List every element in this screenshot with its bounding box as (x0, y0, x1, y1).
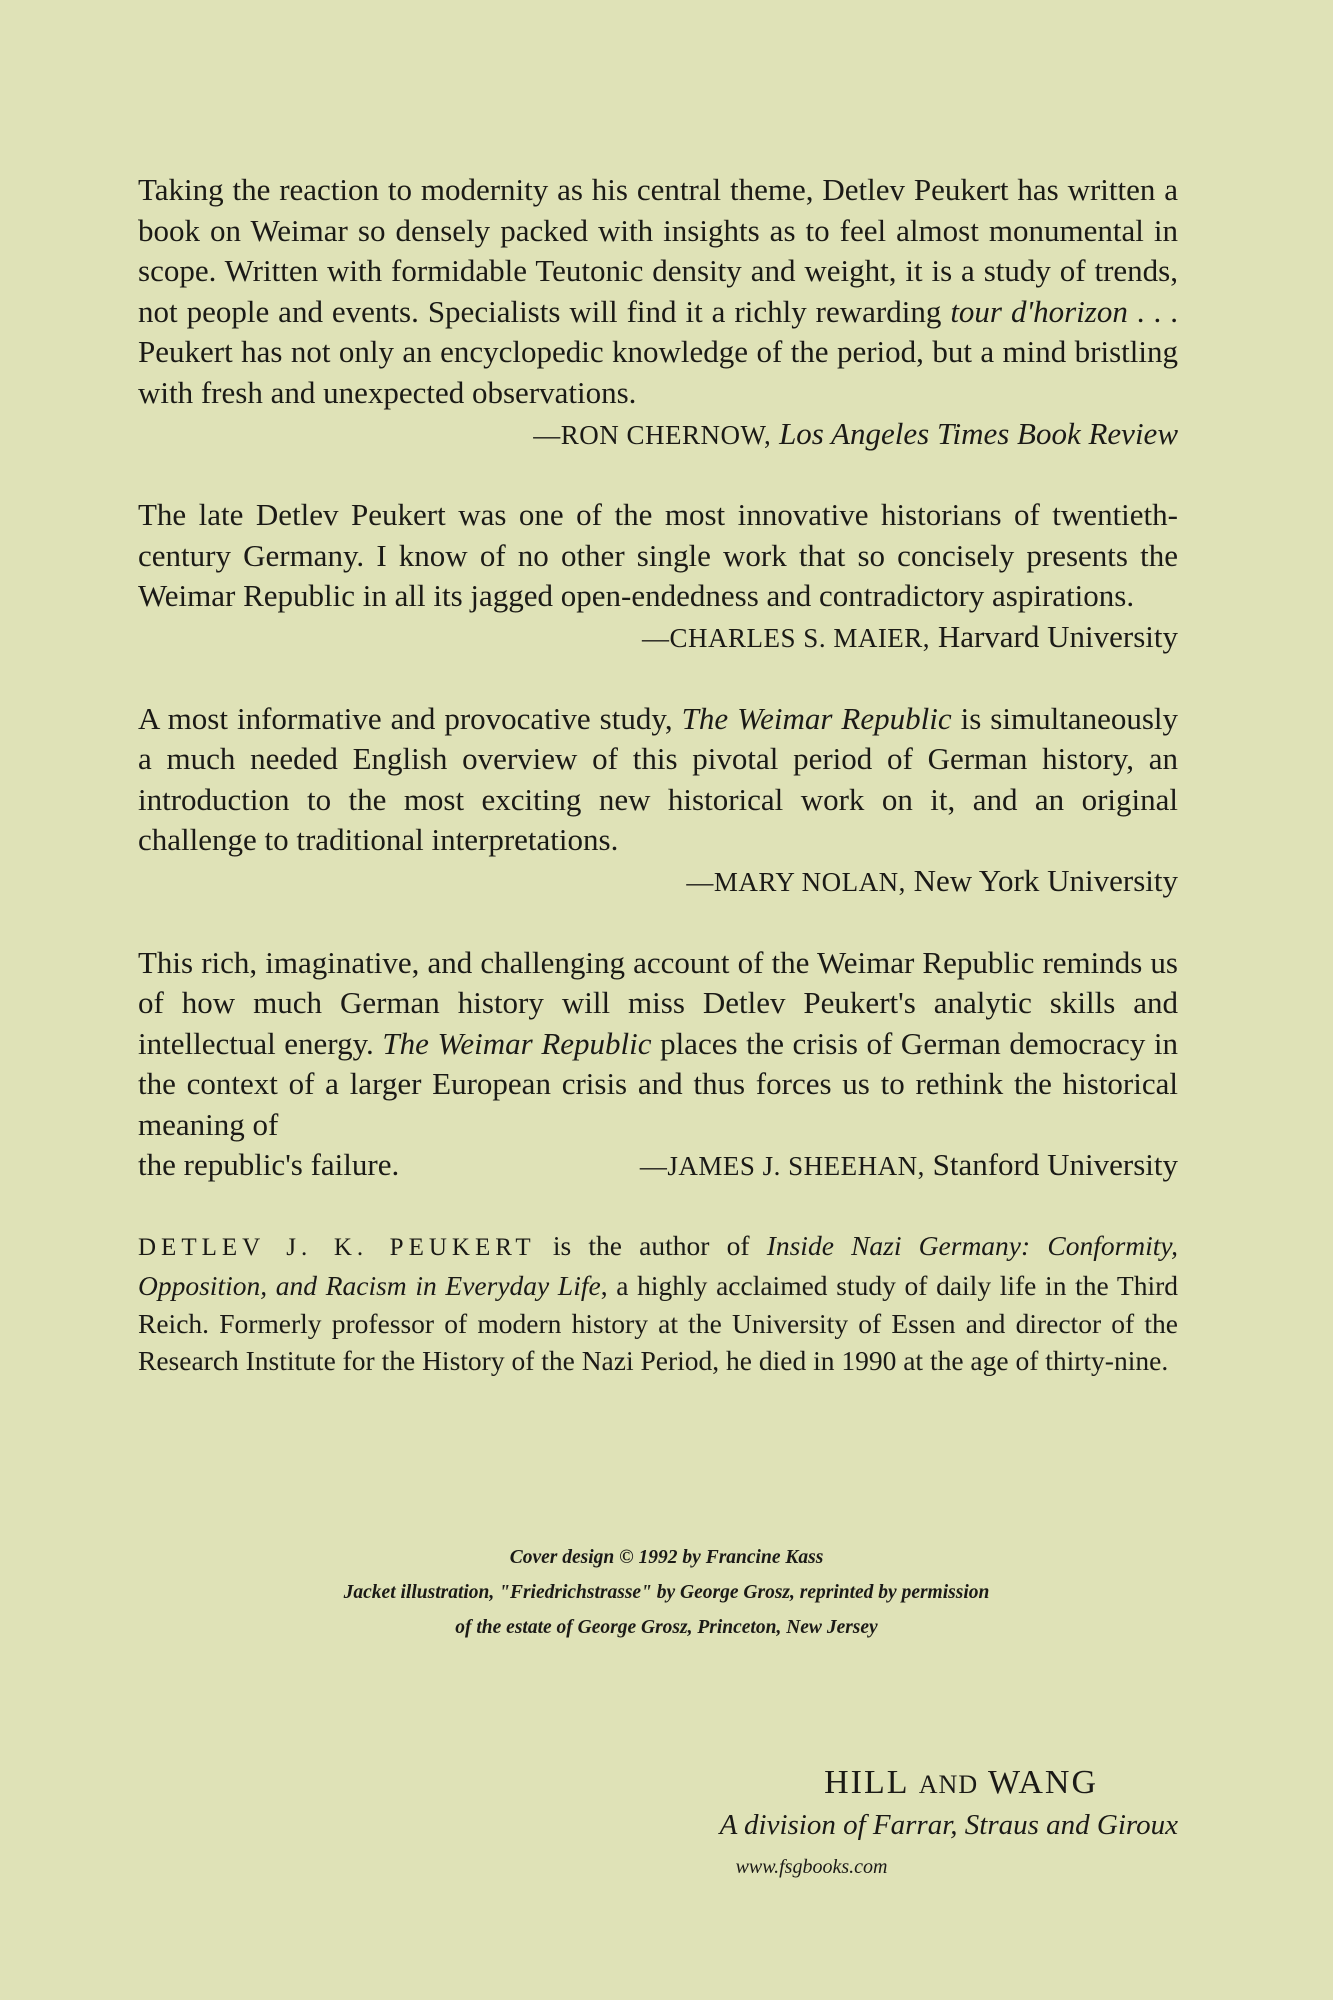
publisher-block (720, 1762, 1178, 1844)
credit-line: Cover design © 1992 by Francine Kass (509, 1547, 824, 1568)
bio-text: , a highly acclaimed study of daily life in the Third Reich. Formerly professor of modern history at the University of Essen and director of the Research Institute for the History of the Nazi Period, he died in 1990 at the age of thirty-nine. (138, 1269, 1179, 1377)
cover-credits (0, 1540, 1333, 1645)
quote-text-part: Taking the reaction to modernity as his central theme, Detlev Peukert has written a book on Weimar so densely packed with insights as to feel almost monumental in scope. Written with formidable Teutonic density and weight, it is a study of trends, not people and events. Specialists will find it a richly rewarding (138, 172, 1178, 329)
quote-author: —JAMES J. SHEEHAN, (639, 1151, 925, 1182)
blurbs-column (138, 170, 1178, 1380)
quote-text (138, 943, 1178, 1146)
author-name: DETLEV J. K. PEUKERT (138, 1234, 536, 1262)
quote-author: —RON CHERNOW, (533, 419, 772, 450)
publisher-division: A division of Farrar, Straus and Giroux (719, 1809, 1178, 1841)
quote-text-part: A most informative and provocative study, (138, 700, 682, 736)
quote-text-part: . . . Peukert has not only an encyclopedic knowledge of the period, but a mind bristling with fresh and unexpected observations. (138, 293, 1178, 410)
publisher-name-part: WANG (988, 1764, 1098, 1801)
credit-line: of the estate of George Grosz, Princeton, New Jersey (455, 1617, 878, 1638)
quote-text-italic: The Weimar Republic (382, 1025, 652, 1061)
quote-last-line (138, 1145, 1178, 1187)
quote-text-part: is simultaneously a much needed English overview of this pivotal period of German history, an introduction to the most exciting new historical work on it, and an original challenge to traditional interpretations. (138, 700, 1179, 858)
publisher-name (720, 1762, 1098, 1806)
quote-text (138, 170, 1178, 414)
quote-author: —MARY NOLAN, (686, 866, 906, 897)
quote-text: The late Detlev Peukert was one of the most innovative historians of twentieth-century Germany. I know of no other single work that so concisely presents the Weimar Republic in all its jagged open-endedness and contradictory aspirations. (138, 497, 1178, 614)
credit-line: Jacket illustration, "Friedrichstrasse" by George Grosz, reprinted by permission (343, 1582, 990, 1603)
bio-book-title: Inside Nazi Germany: Conformity, Opposition, and Racism in Everyday Life (138, 1230, 1178, 1301)
author-bio (138, 1227, 1178, 1380)
bio-text: is the author of (535, 1230, 767, 1262)
quote-attribution (138, 617, 1178, 659)
quote-text-italic: The Weimar Republic (681, 700, 952, 736)
quote-affiliation: Stanford University (932, 1147, 1178, 1183)
quote-text-part: places the crisis of German democracy in the context of a larger European crisis and thus forces us to rethink the historical meaning of (138, 1025, 1179, 1142)
publisher-name-part: AND (918, 1770, 979, 1799)
quote-attribution (138, 861, 1178, 903)
quote-attribution (640, 1145, 1178, 1187)
quote-affiliation: New York University (913, 862, 1178, 898)
publisher-name-part: HILL (824, 1764, 909, 1801)
quote-chernow (138, 170, 1178, 455)
quote-maier (138, 495, 1178, 658)
quote-affiliation: Harvard University (937, 618, 1178, 654)
quote-text-part: the republic's failure. (138, 1147, 400, 1183)
quote-author: —CHARLES S. MAIER, (642, 622, 931, 653)
quote-text (138, 699, 1178, 861)
quote-sheehan (138, 943, 1178, 1188)
quote-affiliation: Los Angeles Times Book Review (779, 415, 1178, 451)
quote-text-part: This rich, imaginative, and challenging account of the Weimar Republic reminds us of how much German history will miss Detlev Peukert's analytic skills and intellectual energy. (138, 944, 1178, 1061)
quote-attribution (138, 414, 1178, 456)
quote-text-italic: tour d'horizon (950, 293, 1128, 329)
publisher-website: www.fsgbooks.com (735, 1856, 888, 1878)
quote-nolan (138, 699, 1178, 903)
